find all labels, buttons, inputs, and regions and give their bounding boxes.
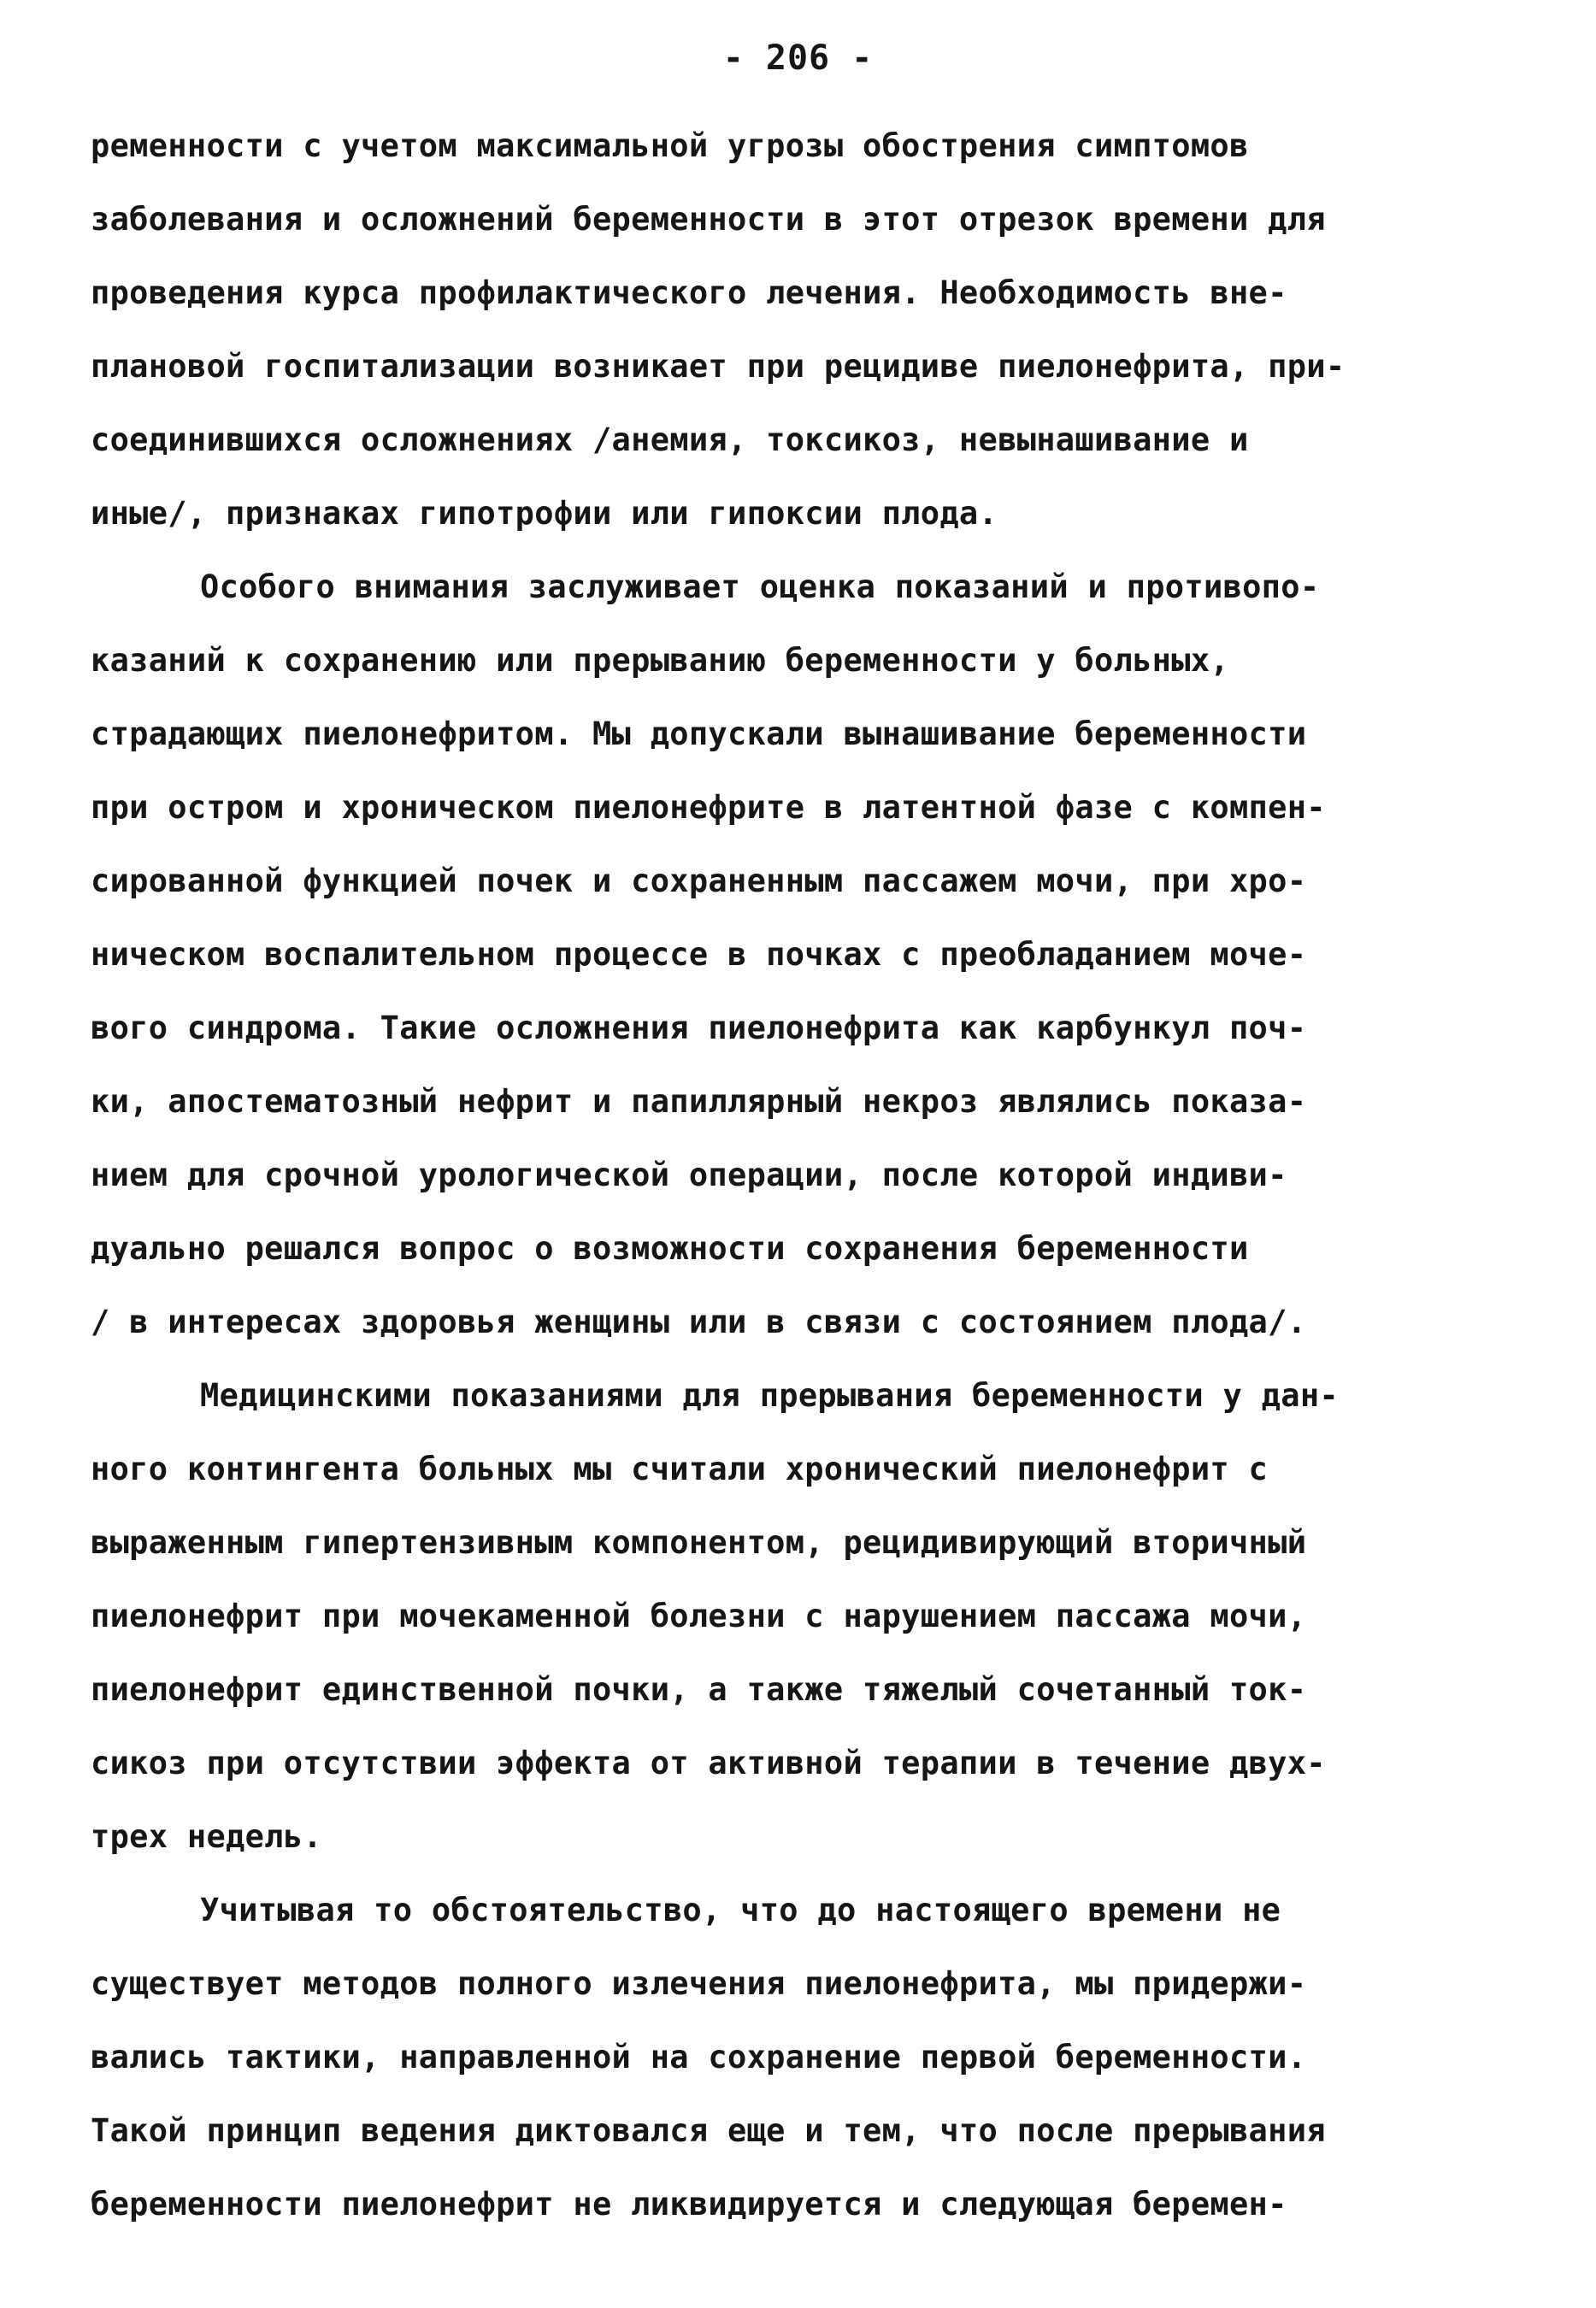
text-line: иные/, признаках гипотрофии или гипоксии плода.: [91, 495, 998, 532]
text-line: пиелонефрит единственной почки, а также тяжелый сочетанный ток-: [91, 1671, 1307, 1708]
text-line: вого синдрома. Такие осложнения пиелонефрита как карбункул поч-: [91, 1010, 1307, 1046]
text-line: дуально решался вопрос о возможности сохранения беременности: [91, 1230, 1249, 1267]
text-line: ническом воспалительном процессе в почках с преобладанием моче-: [91, 936, 1307, 973]
text-line: страдающих пиелонефритом. Мы допускали вынашивание беременности: [91, 715, 1307, 752]
text-line: заболевания и осложнений беременности в этот отрезок времени для: [91, 201, 1326, 238]
paragraph: [91, 109, 1527, 551]
page-number: - 206 -: [722, 38, 874, 78]
text-line: выраженным гипертензивным компонентом, рецидивирующий вторичный: [91, 1524, 1307, 1561]
text-line: беременности пиелонефрит не ликвидируется и следующая беремен-: [91, 2186, 1287, 2223]
text-line: соединившихся осложнениях /анемия, токсикоз, невынашивание и: [91, 421, 1249, 458]
paragraph: [91, 1359, 1527, 1874]
text-line: вались тактики, направленной на сохранение первой беременности.: [91, 2039, 1307, 2075]
text-line: Медицинскими показаниями для прерывания беременности у дан-: [200, 1377, 1339, 1414]
text-line: пиелонефрит при мочекаменной болезни с нарушением пассажа мочи,: [91, 1598, 1307, 1634]
text-line: казаний к сохранению или прерыванию беременности у больных,: [91, 642, 1229, 679]
text-line: нием для срочной урологической операции, после которой индиви-: [91, 1157, 1287, 1193]
text-line: сированной функцией почек и сохраненным пассажем мочи, при хро-: [91, 863, 1307, 899]
paragraph: [91, 1874, 1527, 2241]
text-line: ки, апостематозный нефрит и папиллярный некроз являлись показа-: [91, 1083, 1307, 1120]
text-line: ного контингента больных мы считали хронический пиелонефрит с: [91, 1451, 1269, 1487]
text-line: ременности с учетом максимальной угрозы обострения симптомов: [91, 127, 1249, 164]
text-line: / в интересах здоровья женщины или в связи с состоянием плода/.: [91, 1304, 1307, 1340]
text-line: существует методов полного излечения пиелонефрита, мы придержи-: [91, 1965, 1307, 2002]
body-text: [91, 109, 1527, 2241]
text-line: Учитывая то обстоятельство, что до настоящего времени не: [200, 1892, 1281, 1928]
text-line: сикоз при отсутствии эффекта от активной терапии в течение двух-: [91, 1745, 1326, 1781]
text-line: плановой госпитализации возникает при рецидиве пиелонефрита, при-: [91, 348, 1346, 385]
text-line: при остром и хроническом пиелонефрите в латентной фазе с компен-: [91, 789, 1326, 826]
text-line: Особого внимания заслуживает оценка показаний и противопо-: [200, 568, 1320, 605]
text-line: Такой принцип ведения диктовался еще и тем, что после прерывания: [91, 2112, 1326, 2149]
text-line: проведения курса профилактического лечения. Необходимость вне-: [91, 274, 1287, 311]
paragraph: [91, 551, 1527, 1359]
text-line: трех недель.: [91, 1818, 322, 1855]
